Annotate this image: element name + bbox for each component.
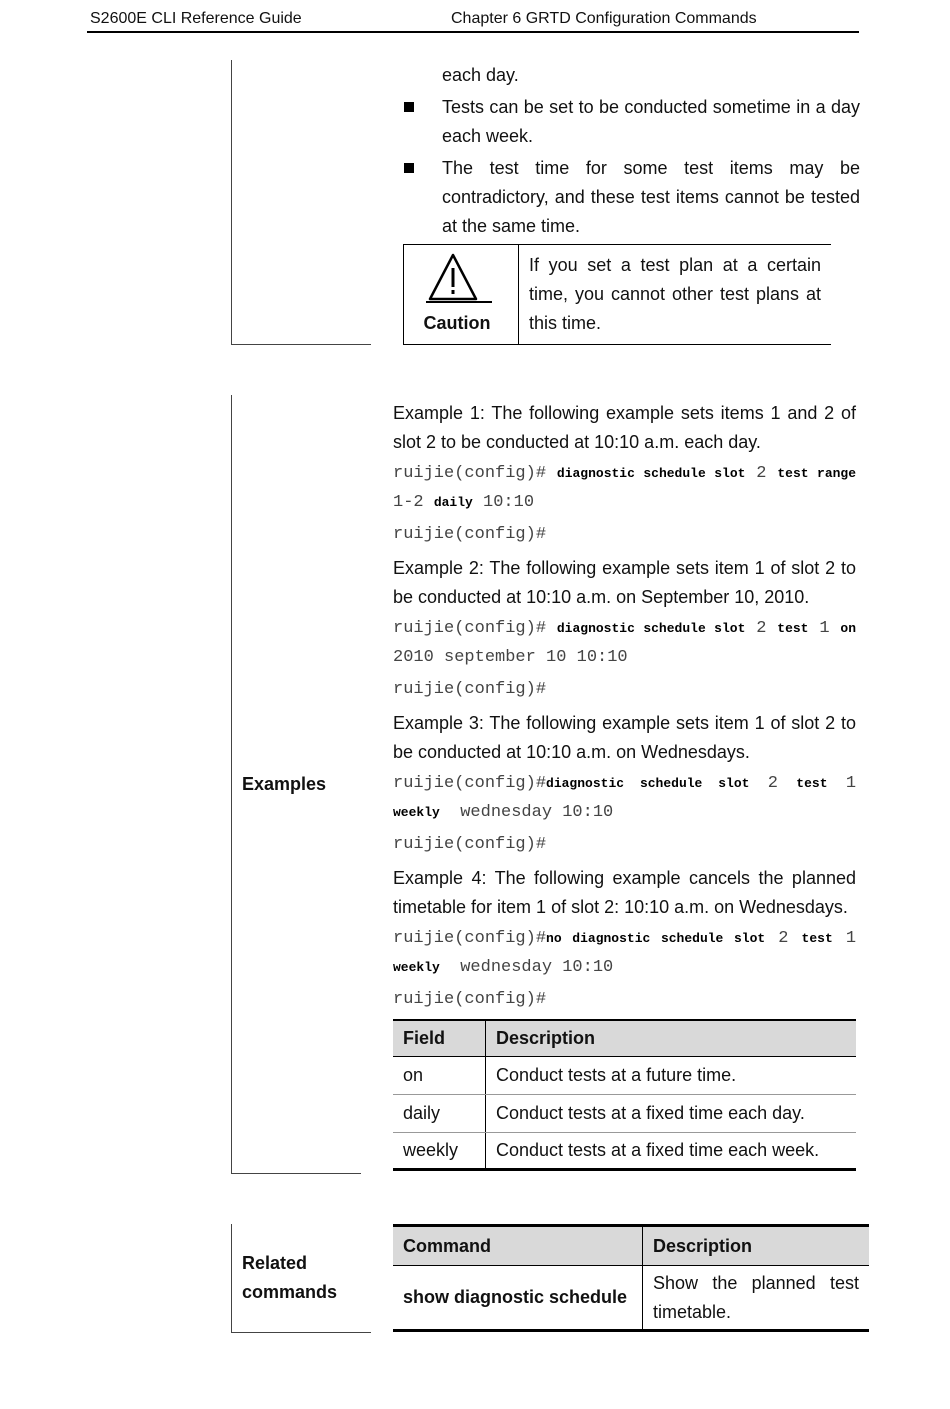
section-bottom-border <box>231 344 371 345</box>
table-cell-description: Conduct tests at a fixed time each day. <box>486 1094 857 1132</box>
table-row <box>393 1132 856 1169</box>
examples-label: Examples <box>242 774 327 794</box>
cli-keyword: weekly <box>393 805 440 820</box>
cli-prompt: ruijie(config)# <box>393 525 547 544</box>
cli-argument: 2 <box>778 929 789 948</box>
table-cell-description: Conduct tests at a future time. <box>486 1056 857 1094</box>
cli-keyword: on <box>840 621 856 636</box>
cli-argument: 10:10 <box>483 493 535 512</box>
cli-prompt: ruijie(config)# <box>393 619 547 638</box>
section-left-border <box>231 1224 232 1332</box>
table-cell-description: Conduct tests at a fixed time each week. <box>496 1139 820 1160</box>
cli-argument: 1 <box>819 619 830 638</box>
cli-prompt: ruijie(config)# <box>393 929 547 948</box>
cli-keyword: no diagnostic schedule slot <box>546 931 766 946</box>
cli-keyword: daily <box>433 495 473 510</box>
header-guide-title: S2600E CLI Reference Guide <box>90 10 302 27</box>
bullet-square-icon <box>404 163 414 173</box>
table-header-row <box>393 1020 856 1056</box>
cli-argument: 2 <box>767 774 778 793</box>
bullet-square-icon <box>404 102 414 112</box>
cli-keyword: test <box>796 776 828 791</box>
section-bottom-border <box>231 1173 361 1174</box>
related-commands-label-1: Related <box>242 1253 308 1273</box>
cli-argument: 2 <box>756 464 767 483</box>
field-description-table <box>393 1019 856 1171</box>
cli-argument: wednesday 10:10 <box>460 803 614 822</box>
example-3-description: Example 3: The following example sets item 1 of slot 2 to be conducted at 10:10 a.m. on Wednesdays. <box>393 713 856 762</box>
section-left-border <box>231 60 232 344</box>
table-row <box>393 1056 856 1094</box>
example-4-command <box>393 924 856 982</box>
usage-continued-text: each day. <box>442 65 519 85</box>
table-cell-command: show diagnostic schedule <box>393 1266 643 1331</box>
cli-prompt: ruijie(config)# <box>393 680 547 699</box>
table-cell-description: Show the planned test timetable. <box>653 1272 859 1322</box>
table-header-field: Field <box>393 1020 486 1056</box>
caution-text: If you set a test plan at a certain time, you cannot other test plans at this time. <box>529 255 821 333</box>
usage-bullet-1: Tests can be set to be conducted sometime in a day each week. <box>442 97 860 146</box>
cli-prompt: ruijie(config)# <box>393 835 547 854</box>
cli-keyword: test <box>801 931 833 946</box>
table-cell-field: daily <box>393 1094 486 1132</box>
example-1-description: Example 1: The following example sets items 1 and 2 of slot 2 to be conducted at 10:10 a.m. each day. <box>393 403 856 452</box>
example-3-command <box>393 769 856 827</box>
example-4-description: Example 4: The following example cancels the planned timetable for item 1 of slot 2: 10:10 a.m. on Wednesdays. <box>393 868 856 917</box>
table-row <box>393 1094 856 1132</box>
cli-prompt: ruijie(config)# <box>393 464 547 483</box>
table-cell-field: weekly <box>393 1132 486 1169</box>
cli-keyword: weekly <box>393 960 440 975</box>
usage-bullet-2: The test time for some test items may be contradictory, and these test items cannot be tested at the same time. <box>442 158 860 236</box>
table-header-command: Command <box>393 1226 643 1266</box>
cli-keyword: test range <box>777 466 857 481</box>
related-commands-label-2: commands <box>242 1282 338 1302</box>
caution-label: Caution <box>423 313 491 333</box>
cli-argument: 1 <box>845 929 857 948</box>
section-left-border <box>231 395 232 1173</box>
cli-keyword: test <box>777 621 809 636</box>
cli-prompt: ruijie(config)# <box>393 774 547 793</box>
cli-argument: 1-2 <box>393 493 424 512</box>
cli-keyword: diagnostic schedule slot <box>556 466 746 481</box>
header-chapter-title: Chapter 6 GRTD Configuration Commands <box>451 10 757 27</box>
cli-argument: 2 <box>756 619 767 638</box>
caution-divider <box>518 245 519 344</box>
cli-keyword: diagnostic schedule slot <box>556 621 746 636</box>
cli-prompt: ruijie(config)# <box>393 990 547 1009</box>
table-header-description: Description <box>643 1226 870 1266</box>
cli-keyword: diagnostic schedule slot <box>546 776 750 791</box>
cli-argument: 2010 september 10 10:10 <box>393 648 628 667</box>
example-1-command <box>393 459 856 517</box>
header-rule <box>87 31 859 33</box>
warning-triangle-icon <box>426 252 492 304</box>
related-commands-table <box>393 1224 869 1332</box>
table-row <box>393 1266 869 1331</box>
table-header-description: Description <box>486 1020 857 1056</box>
table-header-row <box>393 1226 869 1266</box>
example-2-command <box>393 614 856 672</box>
cli-argument: wednesday 10:10 <box>460 958 614 977</box>
cli-argument: 1 <box>845 774 857 793</box>
section-bottom-border <box>231 1332 371 1333</box>
table-cell-field: on <box>393 1056 486 1094</box>
example-2-description: Example 2: The following example sets item 1 of slot 2 to be conducted at 10:10 a.m. on September 10, 2010. <box>393 558 856 607</box>
caution-box <box>403 244 831 345</box>
